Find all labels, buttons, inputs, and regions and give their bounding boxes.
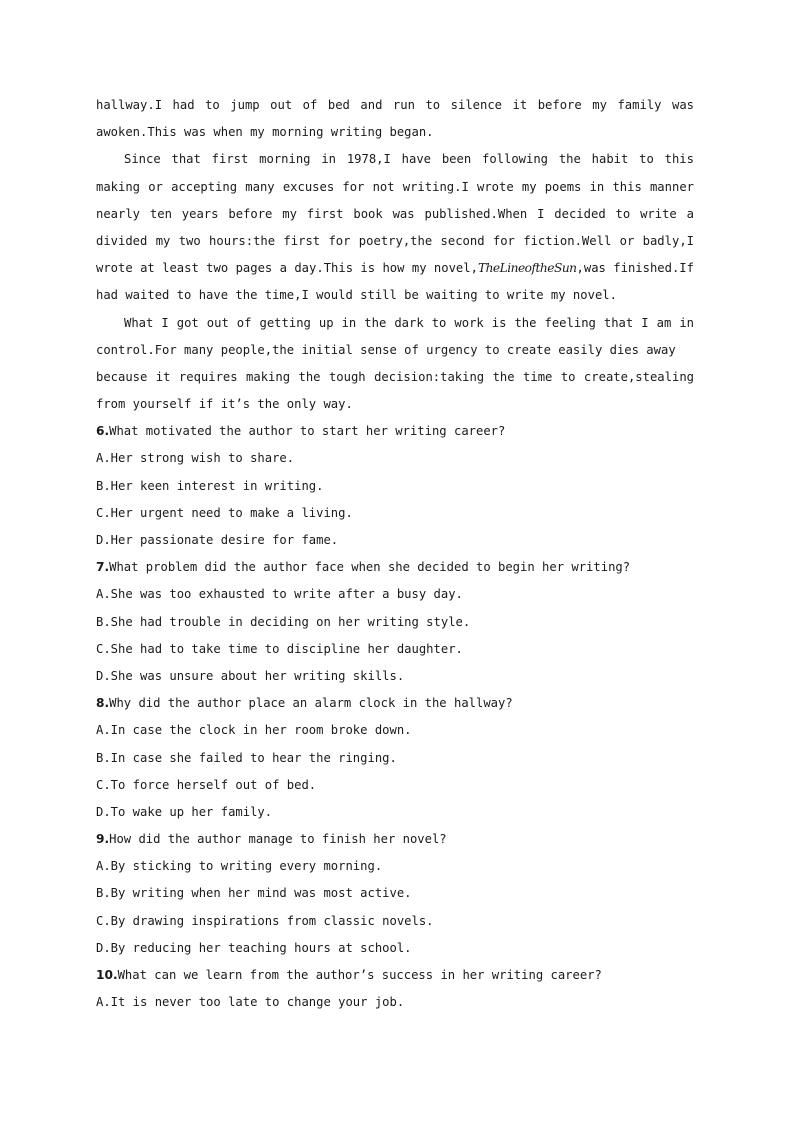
answer-option: A.In case the clock in her room broke down. (96, 723, 412, 738)
text-fragment: ,was finished.If (576, 261, 694, 276)
answer-option: A.By sticking to writing every morning. (96, 859, 383, 874)
text-line: What I got out of getting up in the dark to work is the feeling that I am in (124, 315, 694, 330)
text-line: hallway.I had to jump out of bed and run to silence it before my family was (96, 98, 694, 112)
question-text: What problem did the author face when she decided to begin her writing? (109, 560, 631, 575)
question-stem (96, 418, 696, 445)
question-6 (96, 418, 696, 554)
answer-option: B.She had trouble in deciding on her writing style. (96, 614, 471, 629)
text-line: making or accepting many excuses for not writing.I wrote my poems in this manner (96, 179, 694, 194)
text-fragment: wrote at least two pages a day.This is how my novel, (96, 261, 478, 276)
question-text: What can we learn from the author’s success in her writing career? (117, 968, 602, 982)
paragraph-2 (96, 146, 696, 309)
answer-option: C.Her urgent need to make a living. (96, 505, 353, 520)
answer-option: A.It is never too late to change your job. (96, 995, 405, 1010)
question-text: Why did the author place an alarm clock in the hallway? (109, 696, 513, 711)
answer-option: D.By reducing her teaching hours at school. (96, 940, 412, 955)
text-line: from yourself if it’s the only way. (96, 397, 353, 412)
document-page (96, 92, 696, 1016)
question-stem (96, 690, 696, 717)
question-10 (96, 962, 696, 1016)
question-text: What motivated the author to start her writing career? (109, 424, 506, 439)
answer-option: D.Her passionate desire for fame. (96, 533, 339, 547)
question-8 (96, 690, 696, 826)
question-number: 10. (96, 968, 118, 982)
question-7 (96, 554, 696, 690)
question-number: 8. (96, 696, 110, 711)
text-line: divided my two hours:the first for poetry,the second for fiction.Well or badly,I (96, 233, 694, 248)
question-stem (96, 962, 696, 989)
question-text: How did the author manage to finish her novel? (109, 832, 447, 847)
question-stem (96, 554, 696, 581)
question-number: 6. (96, 424, 110, 439)
answer-option: B.Her keen interest in writing. (96, 478, 324, 493)
answer-option: C.By drawing inspirations from classic novels. (96, 913, 434, 928)
question-number: 9. (96, 832, 110, 847)
paragraph-3 (96, 310, 696, 419)
text-line: because it requires making the tough decision:taking the time to create,stealing (96, 369, 694, 384)
paragraph-1 (96, 92, 696, 146)
answer-option: A.She was too exhausted to write after a busy day. (96, 587, 463, 602)
answer-option: C.To force herself out of bed. (96, 777, 317, 792)
text-line: had waited to have the time,I would still be waiting to write my novel. (96, 288, 617, 303)
answer-option: C.She had to take time to discipline her daughter. (96, 641, 463, 656)
answer-option: D.She was unsure about her writing skills. (96, 668, 405, 683)
answer-option: D.To wake up her family. (96, 804, 273, 819)
question-stem (96, 826, 696, 853)
novel-title: TheLineoftheSun (477, 261, 577, 276)
text-line: Since that first morning in 1978,I have been following the habit to this (124, 152, 694, 167)
text-line (96, 255, 694, 282)
answer-option: B.In case she failed to hear the ringing. (96, 750, 397, 765)
answer-option: A.Her strong wish to share. (96, 451, 295, 466)
text-line: nearly ten years before my first book was published.When I decided to write a (96, 206, 694, 221)
text-line: awoken.This was when my morning writing began. (96, 125, 434, 140)
answer-option: B.By writing when her mind was most active. (96, 886, 412, 901)
text-line: control.For many people,the initial sense of urgency to create easily dies away (96, 342, 676, 357)
question-9 (96, 826, 696, 962)
question-number: 7. (96, 560, 110, 575)
